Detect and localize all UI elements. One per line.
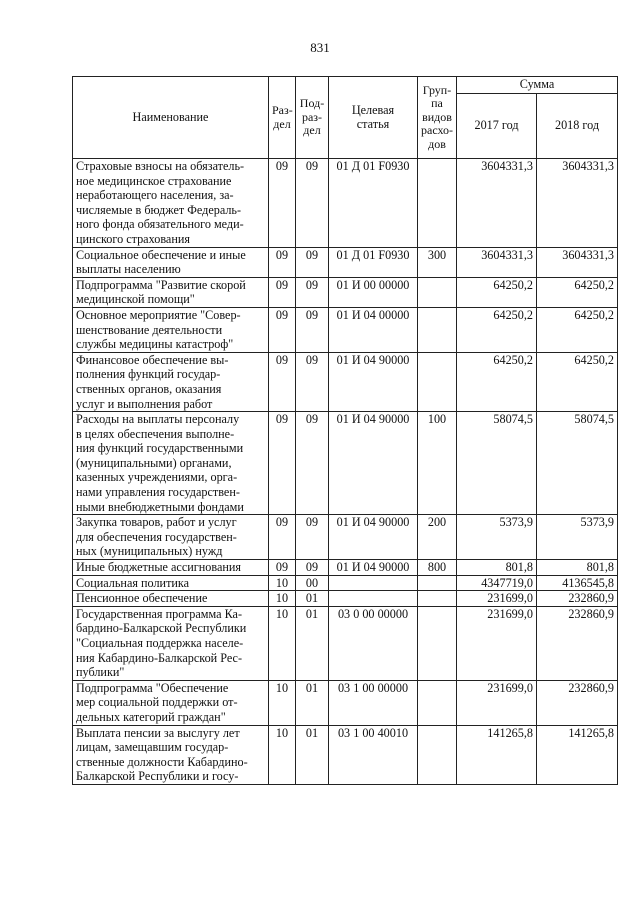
table-row [73,575,618,591]
row-section: 09 [269,247,296,277]
row-target: 01 И 04 90000 [329,515,418,560]
row-group [418,277,457,307]
column-header-subsection-text: Под- раз- дел [299,96,325,138]
page-number: 831 [310,40,330,55]
row-group [418,575,457,591]
row-sum-2018: 232860,9 [537,680,618,725]
row-sum-2017: 801,8 [457,560,537,576]
column-header-group-text: Груп- па видов расхо- дов [421,82,454,151]
row-target: 01 И 00 00000 [329,277,418,307]
row-group: 100 [418,412,457,515]
row-name: Государственная программа Ка- бардино-Балкарской Республики "Социальная поддержка населе- ния Кабардино-Балкарской Рес- публики" [73,606,269,680]
row-sum-2017: 5373,9 [457,515,537,560]
row-section: 09 [269,352,296,411]
row-group [418,680,457,725]
row-sum-2018: 64250,2 [537,307,618,352]
row-name: Страховые взносы на обязатель- ное медицинское страхование неработающего населения, за- числяемые в бюджет Федераль- ного фонда обязательного меди- цинского страхования [73,159,269,248]
row-target: 01 И 04 00000 [329,307,418,352]
row-group [418,307,457,352]
row-section: 09 [269,159,296,248]
table-row [73,515,618,560]
row-sum-2017: 231699,0 [457,680,537,725]
table-row [73,247,618,277]
row-name: Финансовое обеспечение вы- полнения функций государ- ственных органов, оказания услуг и выполнения работ [73,352,269,411]
row-name: Подпрограмма "Развитие скорой медицинской помощи" [73,277,269,307]
column-header-section [269,77,296,159]
row-subsection: 01 [296,606,329,680]
row-sum-2018: 4136545,8 [537,575,618,591]
row-subsection: 01 [296,591,329,607]
row-name: Иные бюджетные ассигнования [73,560,269,576]
budget-table [72,76,618,785]
row-target [329,575,418,591]
row-subsection: 09 [296,560,329,576]
row-name: Закупка товаров, работ и услуг для обеспечения государствен- ных (муниципальных) нужд [73,515,269,560]
row-sum-2018: 141265,8 [537,725,618,784]
row-target: 01 Д 01 F0930 [329,247,418,277]
row-section: 09 [269,560,296,576]
column-header-target-text: Целевая статья [351,103,395,131]
row-subsection: 01 [296,680,329,725]
row-subsection: 01 [296,725,329,784]
row-subsection: 09 [296,412,329,515]
column-header-sum: Сумма [457,77,618,94]
row-sum-2017: 64250,2 [457,352,537,411]
row-sum-2018: 3604331,3 [537,247,618,277]
row-name: Основное мероприятие "Совер- шенствование деятельности службы медицины катастроф" [73,307,269,352]
table-row [73,560,618,576]
row-subsection: 00 [296,575,329,591]
table-body [73,159,618,785]
row-section: 10 [269,725,296,784]
row-subsection: 09 [296,307,329,352]
row-sum-2018: 801,8 [537,560,618,576]
row-target: 01 И 04 90000 [329,560,418,576]
row-sum-2017: 4347719,0 [457,575,537,591]
row-target [329,591,418,607]
row-sum-2017: 141265,8 [457,725,537,784]
row-subsection: 09 [296,277,329,307]
row-group [418,159,457,248]
row-section: 09 [269,412,296,515]
column-header-subsection [296,77,329,159]
row-sum-2017: 64250,2 [457,277,537,307]
row-group [418,352,457,411]
row-name: Пенсионное обеспечение [73,591,269,607]
table-row [73,606,618,680]
table-row [73,680,618,725]
row-sum-2017: 231699,0 [457,606,537,680]
row-sum-2017: 3604331,3 [457,159,537,248]
table-row [73,591,618,607]
column-header-year-2017: 2017 год [457,94,537,159]
row-name: Подпрограмма "Обеспечение мер социальной поддержки от- дельных категорий граждан" [73,680,269,725]
column-header-year-2018: 2018 год [537,94,618,159]
row-subsection: 09 [296,159,329,248]
row-sum-2018: 3604331,3 [537,159,618,248]
row-group: 200 [418,515,457,560]
row-target: 01 Д 01 F0930 [329,159,418,248]
row-sum-2018: 232860,9 [537,591,618,607]
row-sum-2017: 3604331,3 [457,247,537,277]
row-section: 09 [269,277,296,307]
row-group [418,606,457,680]
row-subsection: 09 [296,515,329,560]
row-group [418,591,457,607]
row-name: Расходы на выплаты персоналу в целях обеспечения выполне- ния функций государственными (муниципальными) органами, казенных учреждениями, орга- нами управления государствен- ными внебюджетными фондами [73,412,269,515]
table-row [73,352,618,411]
table-row [73,277,618,307]
column-header-section-text: Раз- дел [272,103,293,131]
row-target: 03 1 00 00000 [329,680,418,725]
row-sum-2018: 64250,2 [537,277,618,307]
row-sum-2018: 64250,2 [537,352,618,411]
row-section: 09 [269,307,296,352]
row-sum-2017: 231699,0 [457,591,537,607]
row-target: 03 1 00 40010 [329,725,418,784]
row-section: 10 [269,680,296,725]
row-target: 01 И 04 90000 [329,412,418,515]
row-section: 10 [269,606,296,680]
row-name: Выплата пенсии за выслугу лет лицам, замещавшим государ- ственные должности Кабардино- Балкарской Республики и госу- [73,725,269,784]
table-row [73,307,618,352]
column-header-group [418,77,457,159]
row-section: 10 [269,591,296,607]
table-header [73,77,618,159]
row-sum-2018: 232860,9 [537,606,618,680]
column-header-target [329,77,418,159]
row-section: 10 [269,575,296,591]
column-header-name: Наименование [73,77,269,159]
table-row [73,412,618,515]
row-sum-2017: 58074,5 [457,412,537,515]
row-subsection: 09 [296,247,329,277]
row-name: Социальная политика [73,575,269,591]
table-row [73,725,618,784]
row-target: 03 0 00 00000 [329,606,418,680]
row-group: 800 [418,560,457,576]
row-sum-2018: 5373,9 [537,515,618,560]
row-group [418,725,457,784]
row-group: 300 [418,247,457,277]
row-name: Социальное обеспечение и иные выплаты населению [73,247,269,277]
row-target: 01 И 04 90000 [329,352,418,411]
table-row [73,159,618,248]
row-sum-2018: 58074,5 [537,412,618,515]
row-sum-2017: 64250,2 [457,307,537,352]
row-subsection: 09 [296,352,329,411]
row-section: 09 [269,515,296,560]
